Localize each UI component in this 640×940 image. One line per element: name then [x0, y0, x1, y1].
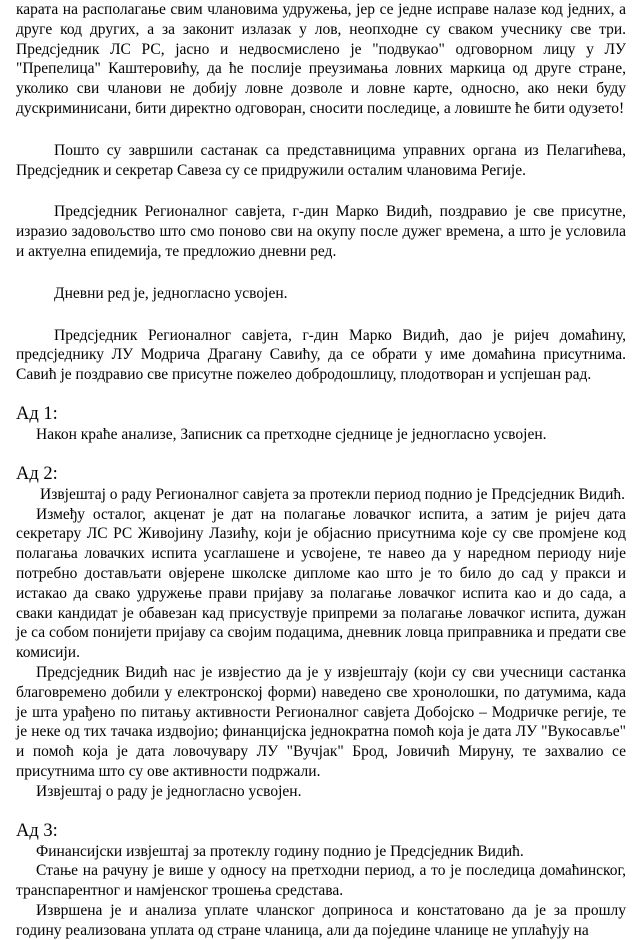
intro-paragraph-4: Дневни ред је, једногласно усвојен.	[54, 284, 288, 302]
document-page	[16, 0, 626, 940]
ad2-heading: Ад 2:	[16, 463, 58, 484]
ad2-paragraph-3: Предсједник Видић нас је извјестио да је у извјештају (који су сви учесници састанка благовремено добили у електронској форми) наведено све хронолошки, по датумима, када је шта урађено по питању активности Регионалног савјета Добојско – Модричке регије, те је неке од тих тачака издвојио; финанцијска једнократна помоћ која је дата ЛУ "Вукосавље" и помоћ која је дата ловочувару ЛУ "Вучјак" Брод, Јовичић Мируну, те захвалио се присутнима што су ове активности подржали.	[16, 663, 626, 780]
ad3-paragraph-2: Стање на рачуну је више у односу на претходни период, а то је последица домаћинског, транспарентног и намјенског трошења средстава.	[16, 862, 626, 900]
intro-paragraph-5: Предсједник Регионалног савјета, г-дин Марко Видић, дао је ријеч домаћину, предсједнику ЛУ Модрича Драгану Савићу, да се обрати у име домаћина присутнима. Савић је поздравио све присутне пожелео добродошлицу, плодотворан и успјешан рад.	[16, 326, 626, 384]
intro-paragraph-3: Предсједник Регионалног савјета, г-дин Марко Видић, поздравио је све присутне, изразио задовољство што смо поново сви на окупу после дужег времена, а што је условила и актуелна епидемија, те предложио дневни ред.	[16, 203, 626, 260]
ad1-heading: Ад 1:	[16, 403, 58, 424]
ad2-paragraph-4: Извјештај о раду је једногласно усвојен.	[36, 782, 302, 800]
intro-paragraph-1: карата на располагање свим члановима удружења, јер се једне исправе налазе код једних, а друге код других, а за законит излазак у лов, неопходне су сваком учеснику све три. Предсједник ЛС РС, јасно и недвосмислено је "подвукао" одговорном лицу у ЛУ "Препелица" Каштеровићу, да ће послије преузимања ловних маркица од друге стране, уколико сви чланови не добију ловне дозволе и ловне карте, односно, ако неки буду дускриминисани, бити директно одговоран, сносити последице, а ловиште ће бити одузето!	[16, 1, 626, 117]
ad3-heading: Ад 3:	[16, 820, 58, 841]
ad3-paragraph-1: Финансијски извјештај за протеклу годину поднио је Предсједник Видић.	[36, 842, 524, 860]
ad3-paragraph-3: Извршена је и анализа уплате чланског доприноса и констатовано да је за прошлу годину реализована уплата од стране чланица, али да поједине чланице не уплаћују на	[16, 901, 626, 939]
ad1-paragraph-1: Након краће анализе, Записник са претходне сједнице је једногласно усвојен.	[36, 425, 547, 443]
ad2-paragraph-1: Извјештај о раду Регионалног савјета за протекли период поднио је Предсједник Видић.	[40, 485, 626, 503]
intro-paragraph-2: Пошто су завршили састанак са представницима управних органа из Пелагићева, Предсједник и секретар Савеза су се придружили осталим члановима Регије.	[16, 141, 626, 179]
ad2-paragraph-2: Између осталог, акценат је дат на полагање ловачког испита, а затим је ријеч дата секретару ЛС РС Живојину Лазићу, који је објаснио присутнима које су све промјене код полагања ловачких испита усаглашене и усвојене, те навео да у наредном периоду није потребно достављати овјерене школске дипломе као што је то било до сад у пракси и истакао да свако удружење прави пријаву за полагање ловачког испита као и до сада, а сваки кандидат је обавезан кад присуствује припреми за полагање ловачког испита, дужан је са собом понијети пријаву са својим подацима, дневник ловца приправника и предати све комисији.	[16, 505, 626, 662]
